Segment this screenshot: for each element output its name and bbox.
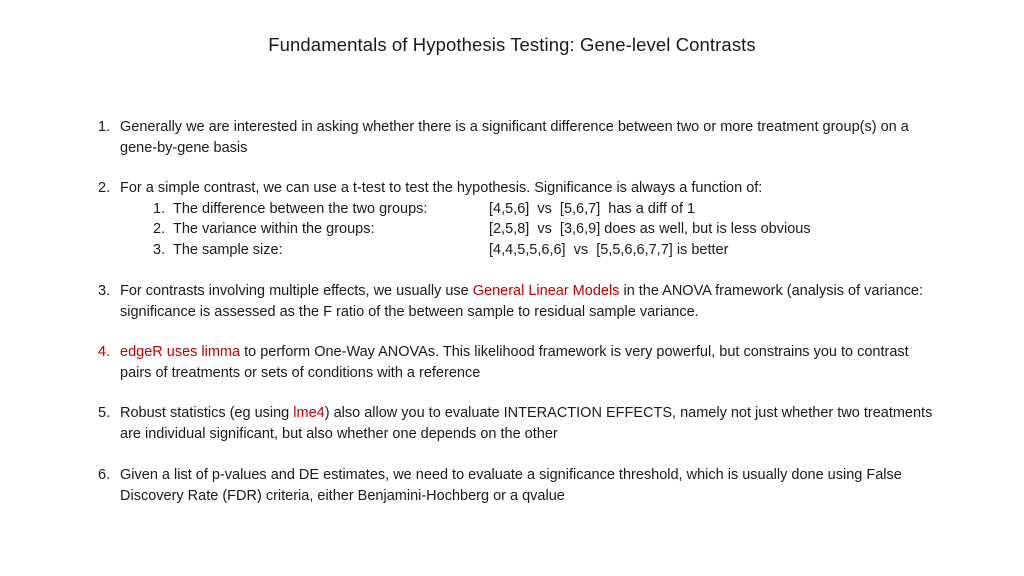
- sub-item-text: The sample size:: [173, 242, 283, 258]
- sub-item-number: 1.: [153, 201, 166, 217]
- sub-item-example: [4,5,6] vs [5,6,7] has a diff of 1: [489, 201, 696, 217]
- list-item-1: [98, 117, 938, 158]
- list-item-text: [120, 403, 938, 444]
- list-item-text: Given a list of p-values and DE estimates, we need to evaluate a significance threshold, which is usually done using False Discovery Rate (FDR) criteria, either Benjamini-Hochberg or a qvalue: [120, 467, 902, 504]
- list-item-3: [98, 281, 938, 322]
- list-item-number: 4.: [98, 344, 111, 360]
- list-item-number: 3.: [98, 283, 111, 299]
- list-item-number: 6.: [98, 467, 111, 483]
- list-item-number: 5.: [98, 405, 111, 421]
- list-item-text: Generally we are interested in asking whether there is a significant difference between two or more treatment group(s) on a gene-by-gene basis: [120, 119, 909, 156]
- list-item-text: [120, 281, 938, 322]
- list-item-4: [98, 342, 938, 383]
- list-item-5: [98, 403, 938, 444]
- highlight-term: lme4: [293, 405, 325, 421]
- list-item-2: [98, 178, 938, 199]
- list-item-text-post: to perform One-Way ANOVAs. This likelihood framework is very powerful, but constrains you to contrast pairs of treatments or sets of conditions with a reference: [120, 344, 909, 381]
- list-item-text: [120, 342, 938, 383]
- sub-item-number: 2.: [153, 221, 166, 237]
- list-item-6: [98, 465, 938, 506]
- list-item-number: 2.: [98, 180, 111, 196]
- list-item-text-post: ) also allow you to evaluate INTERACTION EFFECTS, namely not just whether two treatments are individual significant, but also whether one depends on the other: [120, 405, 933, 442]
- sub-item-example: [2,5,8] vs [3,6,9] does as well, but is less obvious: [489, 221, 811, 237]
- sub-item-number: 3.: [153, 242, 166, 258]
- slide-title: Fundamentals of Hypothesis Testing: Gene-level Contrasts: [268, 34, 756, 55]
- sub-item-example: [4,4,5,5,6,6] vs [5,5,6,6,7,7] is better: [489, 242, 729, 258]
- sub-item-text: The variance within the groups:: [173, 221, 375, 237]
- highlight-term: edgeR uses limma: [120, 344, 241, 360]
- list-item-number: 1.: [98, 119, 111, 135]
- list-item-text-post: in the ANOVA framework (analysis of variance: significance is assessed as the F ratio of the between sample to residual sample variance.: [120, 283, 923, 320]
- highlight-term: General Linear Models: [472, 283, 620, 299]
- list-item-text: For a simple contrast, we can use a t-test to test the hypothesis. Significance is always a function of:: [120, 180, 763, 196]
- list-item-text-pre: For contrasts involving multiple effects, we usually use: [120, 283, 473, 299]
- list-item-text-pre: Robust statistics (eg using: [120, 405, 294, 421]
- sub-item-text: The difference between the two groups:: [173, 201, 428, 217]
